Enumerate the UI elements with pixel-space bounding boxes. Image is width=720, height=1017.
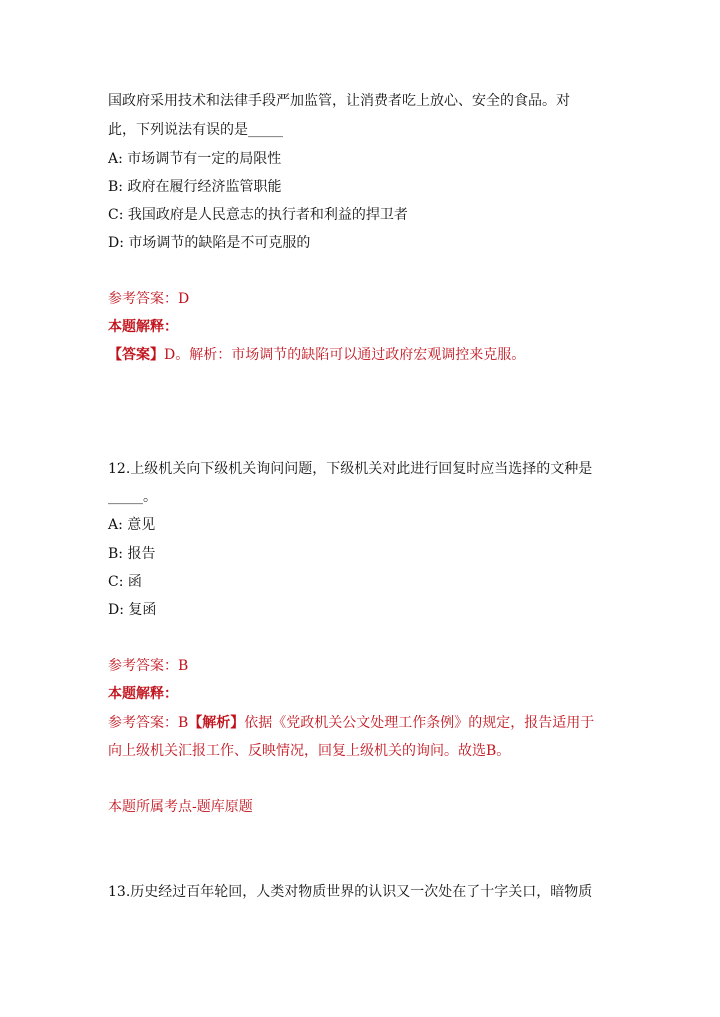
q11-explain-title: 本题解释： xyxy=(108,319,178,335)
q11-answer: 参考答案：D xyxy=(108,291,190,307)
q11-explain-tag: 【答案】 xyxy=(108,347,164,363)
q11-option-a: A: 市场调节有一定的局限性 xyxy=(108,151,282,167)
q13-stem-line1: 13.历史经过百年轮回，人类对物质世界的认识又一次处在了十字关口，暗物质 xyxy=(108,884,593,900)
q11-option-d: D: 市场调节的缺陷是不可克服的 xyxy=(108,235,311,251)
q11-stem-line1: 国政府采用技术和法律手段严加监管，让消费者吃上放心、安全的食品。对 xyxy=(108,93,570,109)
q12-explanation-line1 xyxy=(108,714,594,732)
q11-option-c: C: 我国政府是人民意志的执行者和利益的捍卫者 xyxy=(108,207,408,223)
q11-explanation xyxy=(108,346,525,364)
q12-explain-tag: 【解析】 xyxy=(188,715,245,731)
q12-option-d: D: 复函 xyxy=(108,602,157,618)
q12-stem-line1: 12.上级机关向下级机关询问问题，下级机关对此进行回复时应当选择的文种是 xyxy=(108,461,593,477)
q12-explanation-line2: 向上级机关汇报工作、反映情况，回复上级机关的询问。故选B。 xyxy=(108,743,511,759)
q12-stem-line2: _____。 xyxy=(108,489,157,505)
q12-option-b: B: 报告 xyxy=(108,546,156,562)
q11-explain-text: D。解析：市场调节的缺陷可以通过政府宏观调控来克服。 xyxy=(164,347,526,363)
q11-option-b: B: 政府在履行经济监管职能 xyxy=(108,179,282,195)
q11-stem-line2: 此，下列说法有误的是_____ xyxy=(108,122,283,138)
q12-source: 本题所属考点-题库原题 xyxy=(108,799,253,815)
q12-answer: 参考答案：B xyxy=(108,658,189,674)
q12-option-a: A: 意见 xyxy=(108,517,156,533)
q12-explain-prefix: 参考答案：B xyxy=(108,715,189,731)
q12-explain-line1-rest: 依据《党政机关公文处理工作条例》的规定，报告适用于 xyxy=(244,715,595,731)
q12-explain-title: 本题解释： xyxy=(108,686,178,702)
q12-option-c: C: 函 xyxy=(108,574,142,590)
